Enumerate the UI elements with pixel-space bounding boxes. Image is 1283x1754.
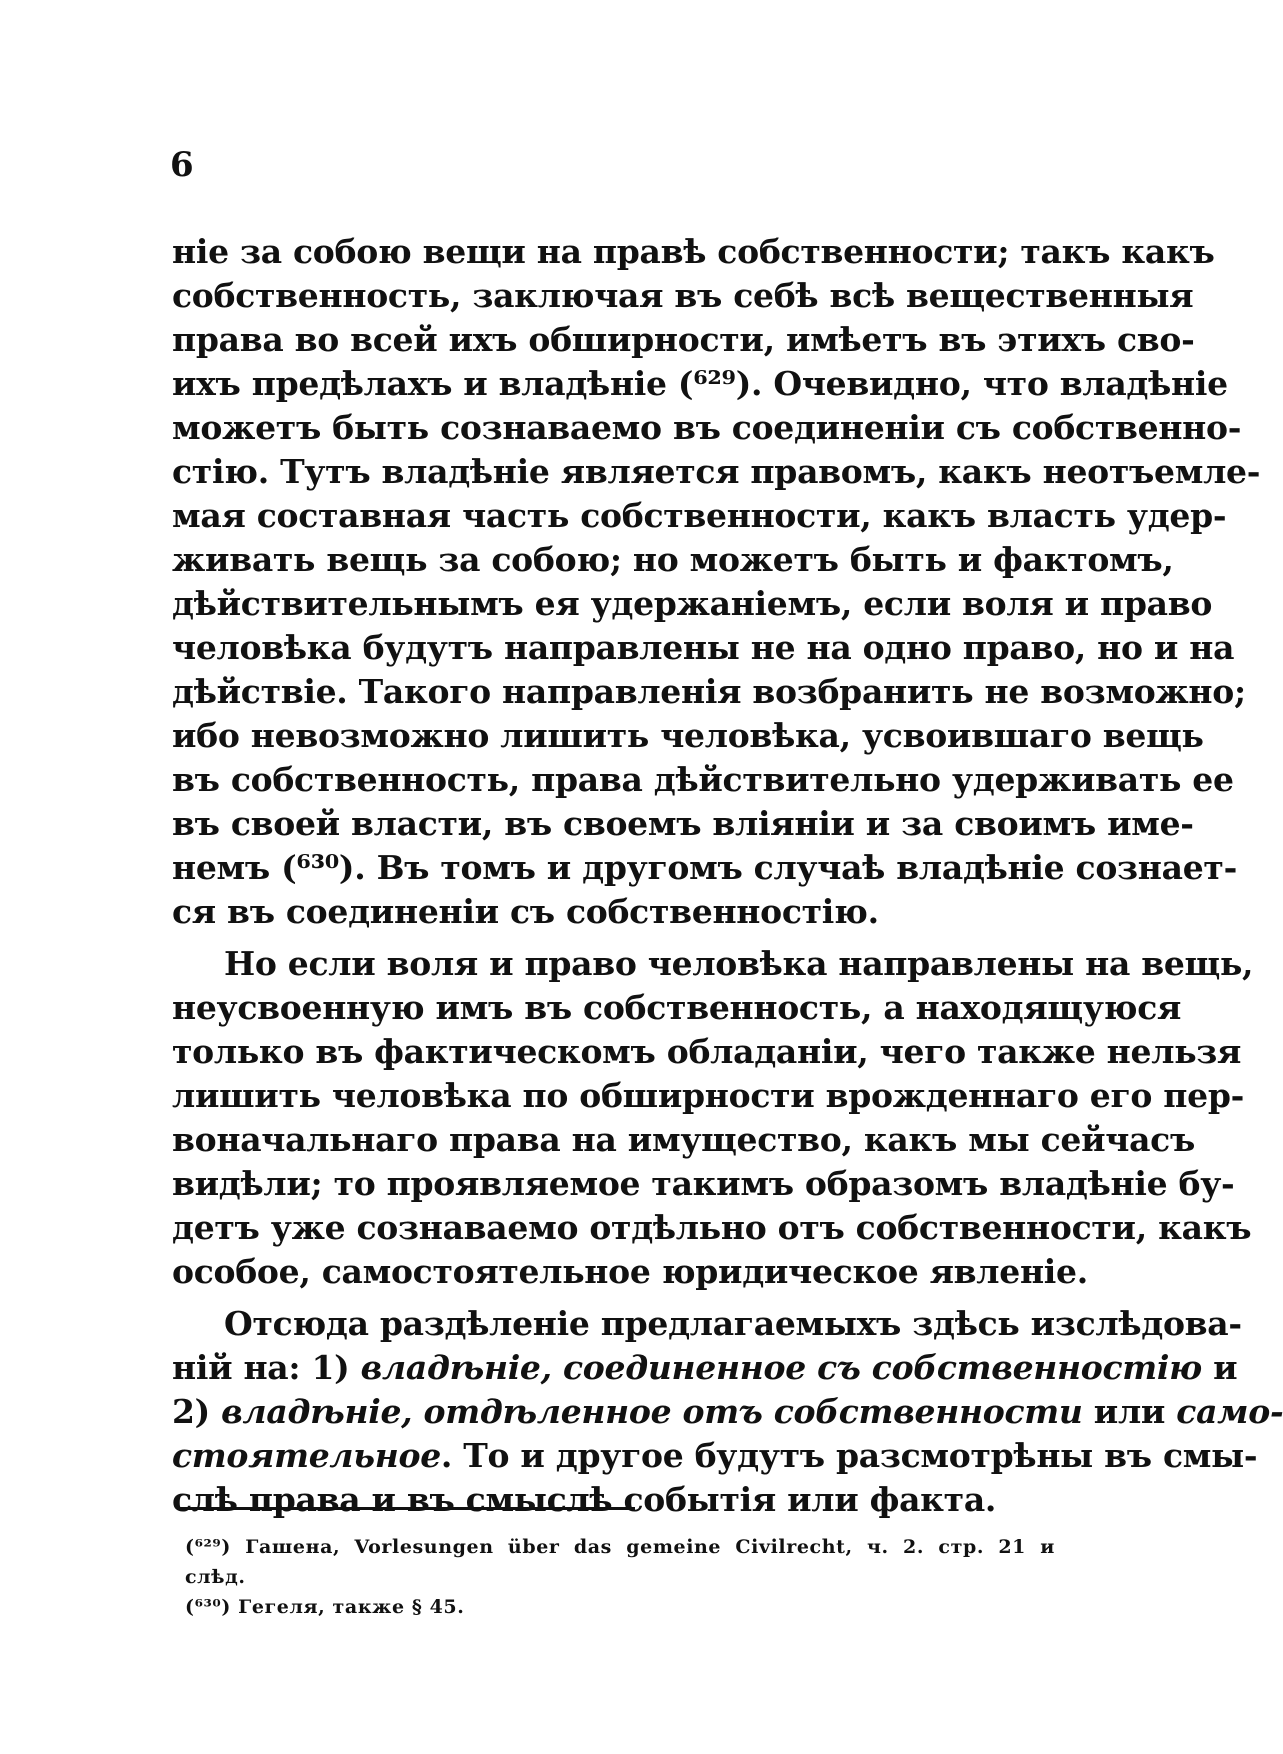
text-run: особое, самостоятельное юридическое явленіе. [172, 1252, 1088, 1291]
footnote-divider [180, 1507, 635, 1510]
page-number: 6 [170, 145, 194, 185]
text-run: дѣйствіе. Такого направленія возбранить не возможно; [172, 672, 1246, 711]
text-line [172, 1162, 1235, 1206]
text-run: человѣка будутъ направлены не на одно право, но и на [172, 628, 1235, 667]
text-run: ихъ предѣлахъ и владѣніе (⁶²⁹). Очевидно, что владѣніе [172, 364, 1228, 403]
text-line [172, 1390, 1283, 1434]
text-line [172, 846, 1237, 890]
text-line [172, 758, 1234, 802]
text-run: ній на: 1) [172, 1348, 361, 1387]
text-line [172, 1346, 1238, 1390]
text-run: . То и другое будутъ разсмотрѣны въ смы- [440, 1436, 1258, 1475]
text-run: въ собственность, права дѣйствительно удерживать ее [172, 760, 1234, 799]
footnote-line: (⁶³⁰) Гегеля, также § 45. [185, 1596, 465, 1618]
text-line [172, 1478, 1052, 1522]
text-run: Отсюда раздѣленіе предлагаемыхъ здѣсь изслѣдова- [224, 1304, 1242, 1343]
text-line [172, 230, 1215, 274]
text-line [172, 450, 1261, 494]
text-run: ибо невозможно лишить человѣка, усвоившаго вещь [172, 716, 1204, 755]
text-run: детъ уже сознаваемо отдѣльно отъ собственности, какъ [172, 1208, 1252, 1247]
text-line [172, 986, 1182, 1030]
text-line [172, 626, 1235, 670]
text-line [172, 494, 1227, 538]
italic-text: владѣніе, соединенное съ собственностію [360, 1348, 1202, 1387]
text-line [172, 582, 1213, 626]
footnotes [185, 1532, 1055, 1622]
text-run: лишить человѣка по обширности врожденнаго его пер- [172, 1076, 1245, 1115]
text-line [172, 802, 1194, 846]
text-line [172, 942, 1254, 986]
text-run: живать вещь за собою; но можетъ быть и фактомъ, [172, 540, 1174, 579]
paragraph [172, 1302, 1283, 1522]
text-line [172, 362, 1228, 406]
text-line [172, 1074, 1245, 1118]
paragraph [172, 230, 1261, 934]
text-run: въ своей власти, въ своемъ вліяніи и за своимъ име- [172, 804, 1194, 843]
footnote-line: слѣд. [185, 1566, 246, 1588]
text-run: ніе за собою вещи на правѣ собственности; такъ какъ [172, 232, 1215, 271]
text-line [172, 1206, 1252, 1250]
text-line [172, 1118, 1195, 1162]
text-run: видѣли; то проявляемое такимъ образомъ владѣніе бу- [172, 1164, 1235, 1203]
text-run: 2) [172, 1392, 222, 1431]
text-line [172, 1030, 1242, 1074]
text-run: воначальнаго права на имущество, какъ мы сейчасъ [172, 1120, 1195, 1159]
italic-text: само- [1176, 1392, 1283, 1431]
text-line [172, 1250, 1088, 1294]
text-line [172, 318, 1195, 362]
text-line [172, 890, 1052, 934]
text-line [172, 714, 1204, 758]
text-run: немъ (⁶³⁰). Въ томъ и другомъ случаѣ владѣніе сознает- [172, 848, 1237, 887]
paragraph-gap [172, 934, 1052, 942]
footnote-line: (⁶²⁹) Гашена, Vorlesungen über das gemeine Civilrecht, ч. 2. стр. 21 и [185, 1536, 1055, 1558]
text-run: слѣ права и въ смыслѣ событія или факта. [172, 1480, 997, 1519]
text-run: неусвоенную имъ въ собственность, а находящуюся [172, 988, 1182, 1027]
paragraph-gap [172, 1294, 1052, 1302]
text-run: права во всей ихъ обширности, имѣетъ въ этихъ сво- [172, 320, 1195, 359]
text-run: или [1082, 1392, 1177, 1431]
text-line [172, 1434, 1258, 1478]
text-run: мая составная часть собственности, какъ власть удер- [172, 496, 1227, 535]
italic-text: владѣніе, отдѣленное отъ собственности [221, 1392, 1083, 1431]
text-run: можетъ быть сознаваемо въ соединеніи съ собственно- [172, 408, 1242, 447]
text-line [172, 538, 1174, 582]
body-text [172, 230, 1283, 1522]
text-run: собственность, заключая въ себѣ всѣ вещественныя [172, 276, 1194, 315]
text-run: стію. Тутъ владѣніе является правомъ, какъ неотъемле- [172, 452, 1261, 491]
text-line [172, 274, 1194, 318]
text-line [172, 406, 1242, 450]
text-run: ся въ соединеніи съ собственностію. [172, 892, 879, 931]
text-run: и [1201, 1348, 1238, 1387]
text-run: дѣйствительнымъ ея удержаніемъ, если воля и право [172, 584, 1213, 623]
text-line [172, 670, 1246, 714]
italic-text: стоятельное [172, 1436, 441, 1475]
text-run: только въ фактическомъ обладаніи, чего также нельзя [172, 1032, 1242, 1071]
text-run: Но если воля и право человѣка направлены на вещь, [224, 944, 1254, 983]
text-line [172, 1302, 1242, 1346]
paragraph [172, 942, 1254, 1294]
